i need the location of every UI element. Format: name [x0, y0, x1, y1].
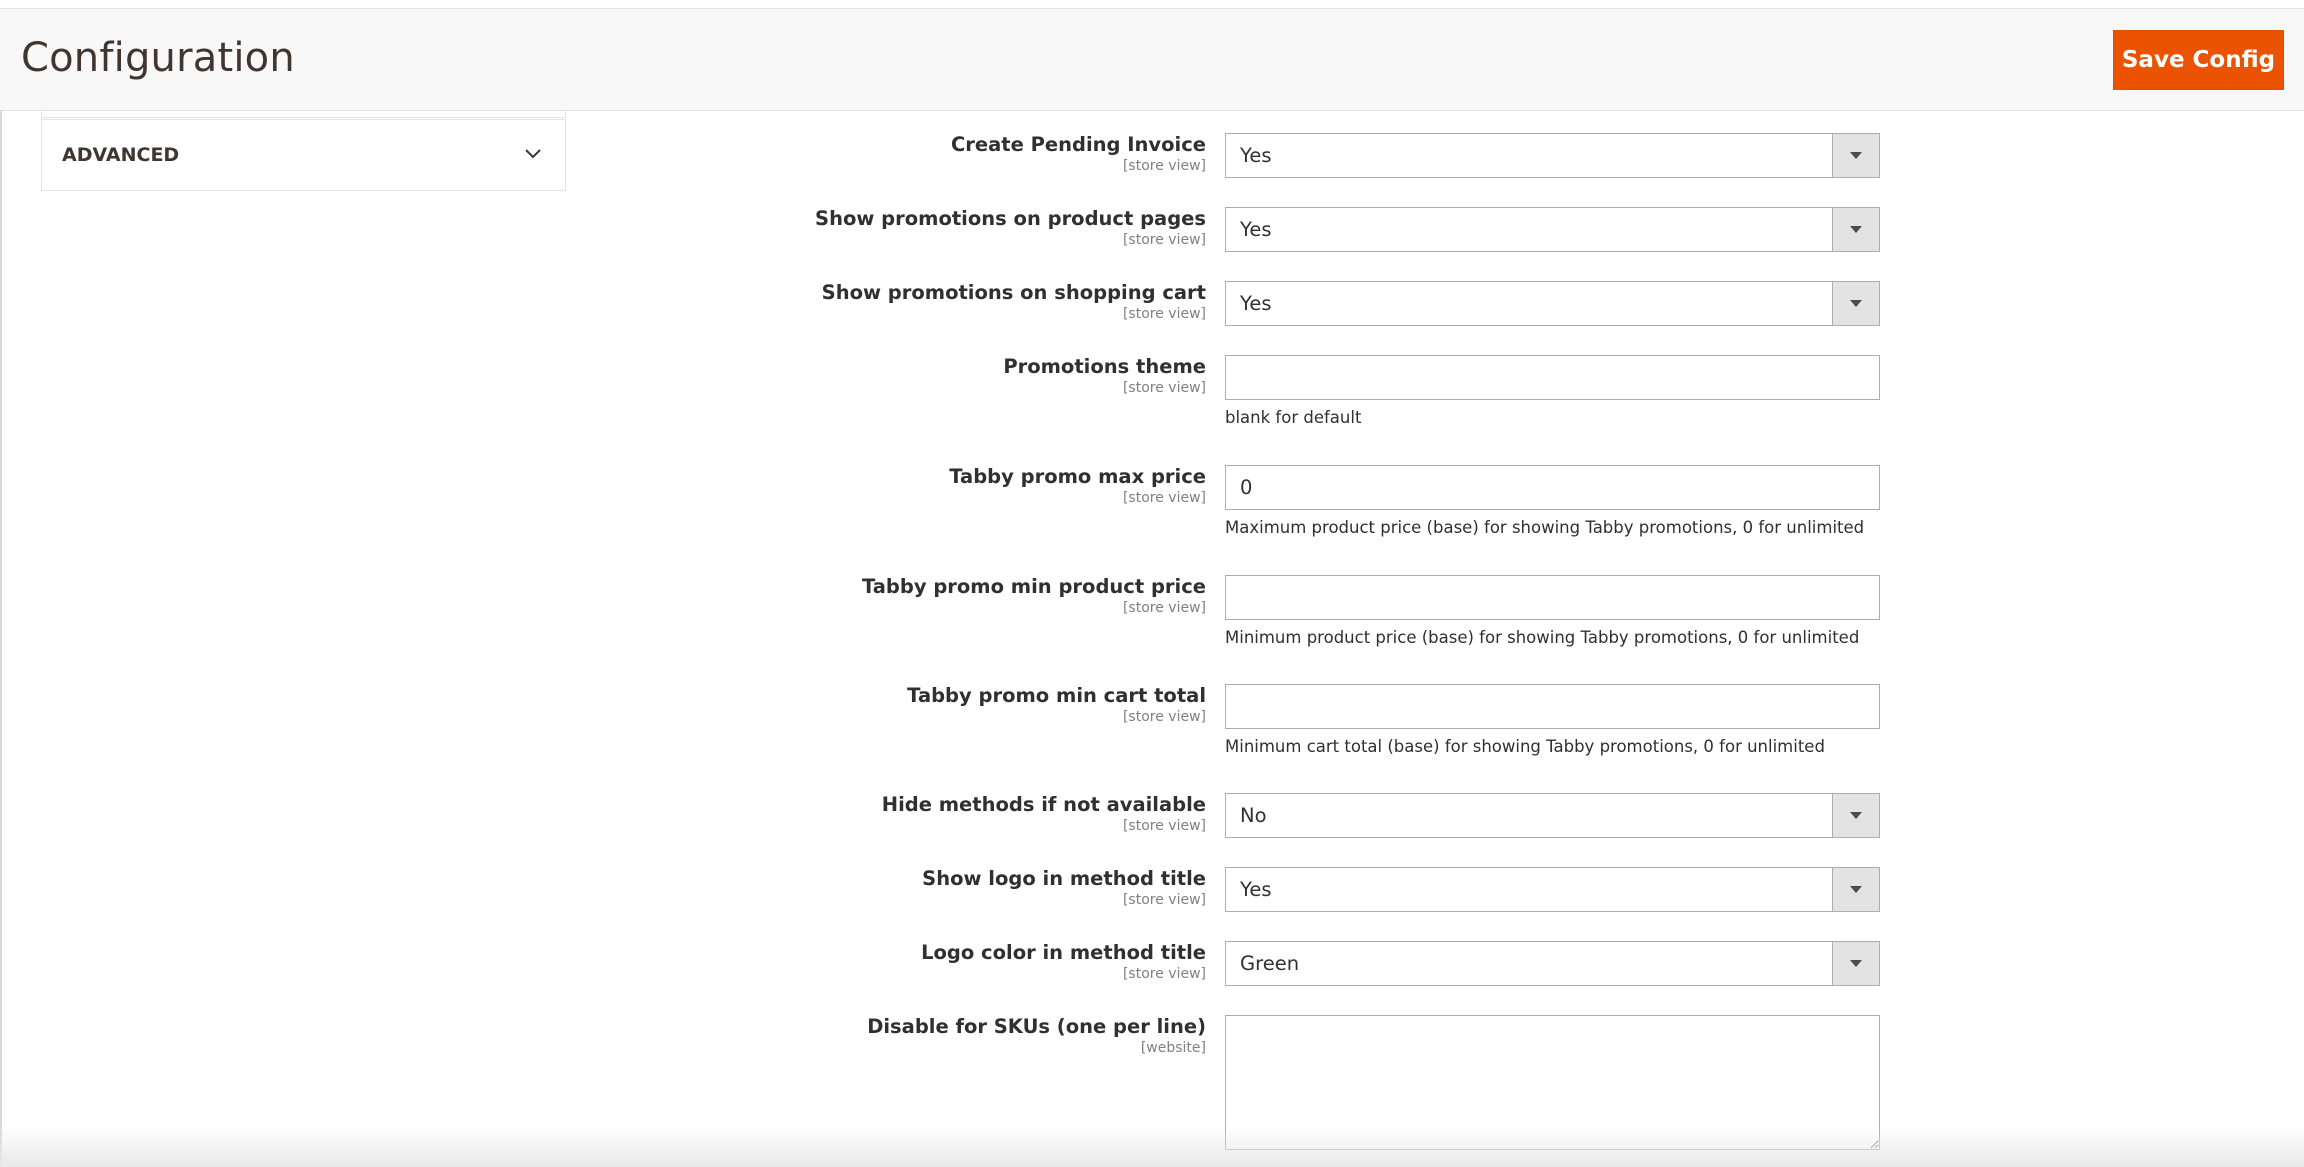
field-label: Show logo in method title	[922, 867, 1206, 890]
field-scope: [store view]	[1122, 818, 1206, 834]
select-arrow-button[interactable]	[1832, 134, 1879, 177]
field-scope: [store view]	[1122, 306, 1206, 322]
field-label: Show promotions on shopping cart	[821, 281, 1206, 304]
promo-min-product-price-input[interactable]	[1225, 575, 1880, 620]
select-arrow-button[interactable]	[1832, 794, 1879, 837]
sidebar-section-label: ADVANCED	[62, 144, 180, 166]
field-scope: [store view]	[1122, 709, 1206, 725]
field-label: Disable for SKUs (one per line)	[867, 1015, 1206, 1038]
caret-down-icon	[1850, 226, 1862, 233]
field-label: Tabby promo min product price	[861, 575, 1206, 598]
select-value: Yes	[1240, 292, 1272, 315]
select-arrow-button[interactable]	[1832, 208, 1879, 251]
field-scope: [store view]	[1122, 600, 1206, 616]
select-value: Green	[1240, 952, 1300, 975]
show-promotions-cart-select[interactable]	[1225, 281, 1880, 326]
save-config-button[interactable]: Save Config	[2113, 30, 2284, 90]
select-value: Yes	[1240, 218, 1272, 241]
field-label: Hide methods if not available	[881, 793, 1206, 816]
logo-color-select[interactable]	[1225, 941, 1880, 986]
left-edge-divider	[0, 110, 2, 1167]
field-scope: [store view]	[1122, 966, 1206, 982]
field-scope: [store view]	[1122, 232, 1206, 248]
bottom-fade	[0, 1127, 2304, 1167]
show-logo-select[interactable]	[1225, 867, 1880, 912]
disable-skus-textarea[interactable]	[1225, 1015, 1880, 1150]
create-pending-invoice-select[interactable]	[1225, 133, 1880, 178]
page-title: Configuration	[21, 35, 295, 81]
chevron-down-icon	[523, 146, 543, 162]
field-label: Tabby promo max price	[949, 465, 1206, 488]
field-label: Create Pending Invoice	[950, 133, 1206, 156]
field-label: Promotions theme	[1003, 355, 1206, 378]
sidebar-section-bottom-edge	[41, 110, 566, 118]
select-arrow-button[interactable]	[1832, 868, 1879, 911]
show-promotions-product-select[interactable]	[1225, 207, 1880, 252]
field-label: Show promotions on product pages	[815, 207, 1206, 230]
select-value: Yes	[1240, 878, 1272, 901]
promotions-theme-input[interactable]	[1225, 355, 1880, 400]
field-scope: [store view]	[1122, 158, 1206, 174]
select-arrow-button[interactable]	[1832, 282, 1879, 325]
field-scope: [store view]	[1122, 490, 1206, 506]
field-scope: [store view]	[1122, 892, 1206, 908]
field-label: Tabby promo min cart total	[907, 684, 1206, 707]
caret-down-icon	[1850, 300, 1862, 307]
sidebar-section-advanced[interactable]	[41, 119, 566, 191]
field-note: blank for default	[1225, 408, 1362, 427]
caret-down-icon	[1850, 960, 1862, 967]
select-value: No	[1240, 804, 1267, 827]
caret-down-icon	[1850, 812, 1862, 819]
select-value: Yes	[1240, 144, 1272, 167]
select-arrow-button[interactable]	[1832, 942, 1879, 985]
promo-min-cart-total-input[interactable]	[1225, 684, 1880, 729]
field-note: Minimum product price (base) for showing Tabby promotions, 0 for unlimited	[1225, 628, 1860, 647]
field-note: Minimum cart total (base) for showing Tabby promotions, 0 for unlimited	[1225, 737, 1825, 756]
field-label: Logo color in method title	[921, 941, 1206, 964]
caret-down-icon	[1850, 886, 1862, 893]
caret-down-icon	[1850, 152, 1862, 159]
field-note: Maximum product price (base) for showing Tabby promotions, 0 for unlimited	[1225, 518, 1865, 537]
page-header	[0, 9, 2304, 111]
promo-max-price-input[interactable]	[1225, 465, 1880, 510]
top-border	[0, 0, 2304, 9]
field-scope: [store view]	[1122, 380, 1206, 396]
hide-methods-select[interactable]	[1225, 793, 1880, 838]
field-scope: [website]	[1140, 1040, 1206, 1056]
